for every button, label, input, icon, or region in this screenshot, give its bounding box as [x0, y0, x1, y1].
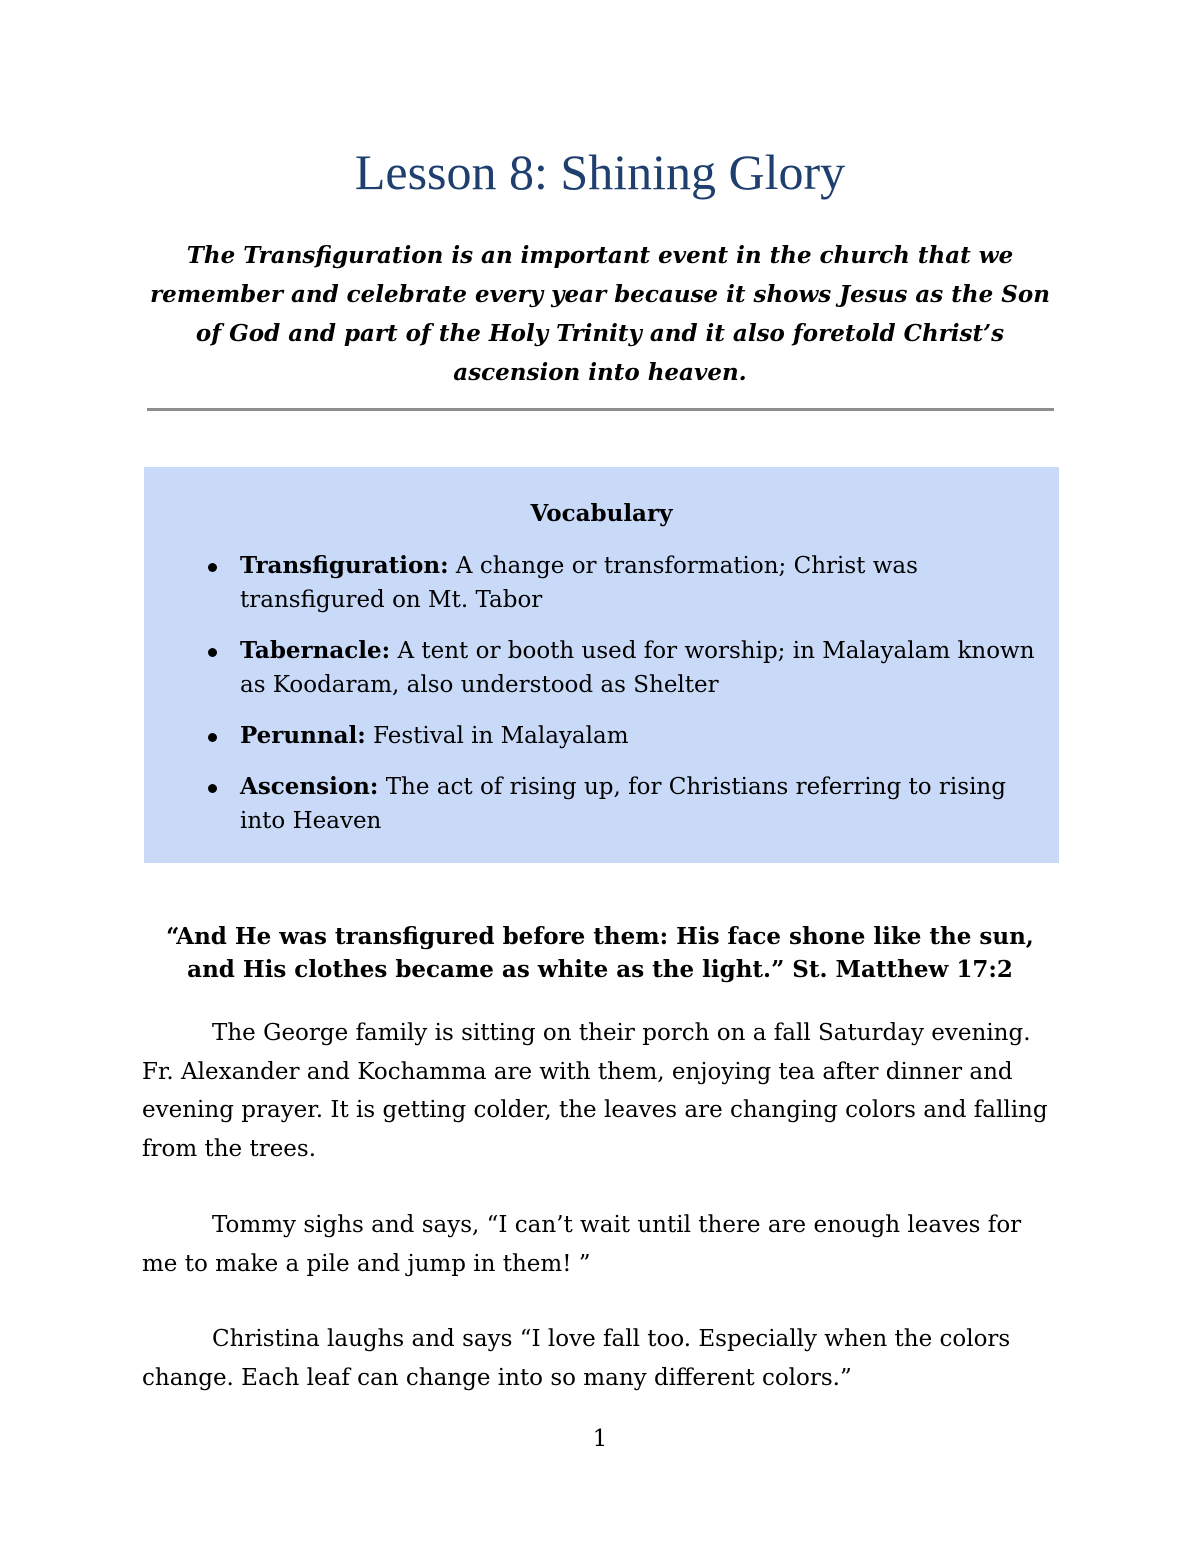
- bullet-icon: [208, 733, 217, 742]
- vocabulary-item: [144, 549, 1059, 617]
- vocabulary-term: Tabernacle:: [240, 637, 391, 664]
- bullet-icon: [208, 563, 217, 572]
- vocabulary-definition: A change or transformation; Christ was transfigured on Mt. Tabor: [240, 553, 918, 613]
- vocabulary-item: [144, 719, 1059, 753]
- story-paragraph: The George family is sitting on their porch on a fall Saturday evening. Fr. Alexander and Kochamma are with them, enjoying tea after dinner and evening prayer. It is getting colder, the leaves are changing colors and falling from the trees.: [142, 1020, 1048, 1162]
- vocabulary-definition: A tent or booth used for worship; in Malayalam known as Koodaram, also understood as Shelter: [240, 638, 1035, 698]
- horizontal-divider: [147, 408, 1054, 411]
- vocabulary-list: [144, 549, 1059, 855]
- vocabulary-definition: Festival in Malayalam: [365, 723, 629, 749]
- vocabulary-term: Ascension:: [240, 773, 379, 800]
- page-number: 1: [592, 1426, 608, 1452]
- story-paragraph: Tommy sighs and says, “I can’t wait until there are enough leaves for me to make a pile and jump in them! ”: [142, 1212, 1022, 1277]
- vocabulary-term: Transfiguration:: [240, 552, 449, 579]
- vocabulary-box: [144, 467, 1059, 863]
- vocabulary-heading: Vocabulary: [530, 500, 673, 527]
- page-title: Lesson 8: Shining Glory: [354, 144, 846, 200]
- vocabulary-term: Perunnal:: [240, 722, 366, 749]
- intro-summary: The Transfiguration is an important event in the church that we remember and celebrate every year because it shows Jesus as the Son of God and part of the Holy Trinity and it also foretold Christ’s ascension into heaven.: [150, 242, 1050, 386]
- scripture-quote: “And He was transfigured before them: His face shone like the sun, and His clothes became as white as the light.” St. Matthew 17:2: [166, 923, 1034, 983]
- vocabulary-item: [144, 770, 1059, 838]
- story-paragraph: Christina laughs and says “I love fall too. Especially when the colors change. Each leaf can change into so many different colors.”: [142, 1326, 1011, 1391]
- bullet-icon: [208, 648, 217, 657]
- bullet-icon: [208, 784, 217, 793]
- vocabulary-item: [144, 634, 1059, 702]
- vocabulary-definition: The act of rising up, for Christians referring to rising into Heaven: [240, 774, 1006, 834]
